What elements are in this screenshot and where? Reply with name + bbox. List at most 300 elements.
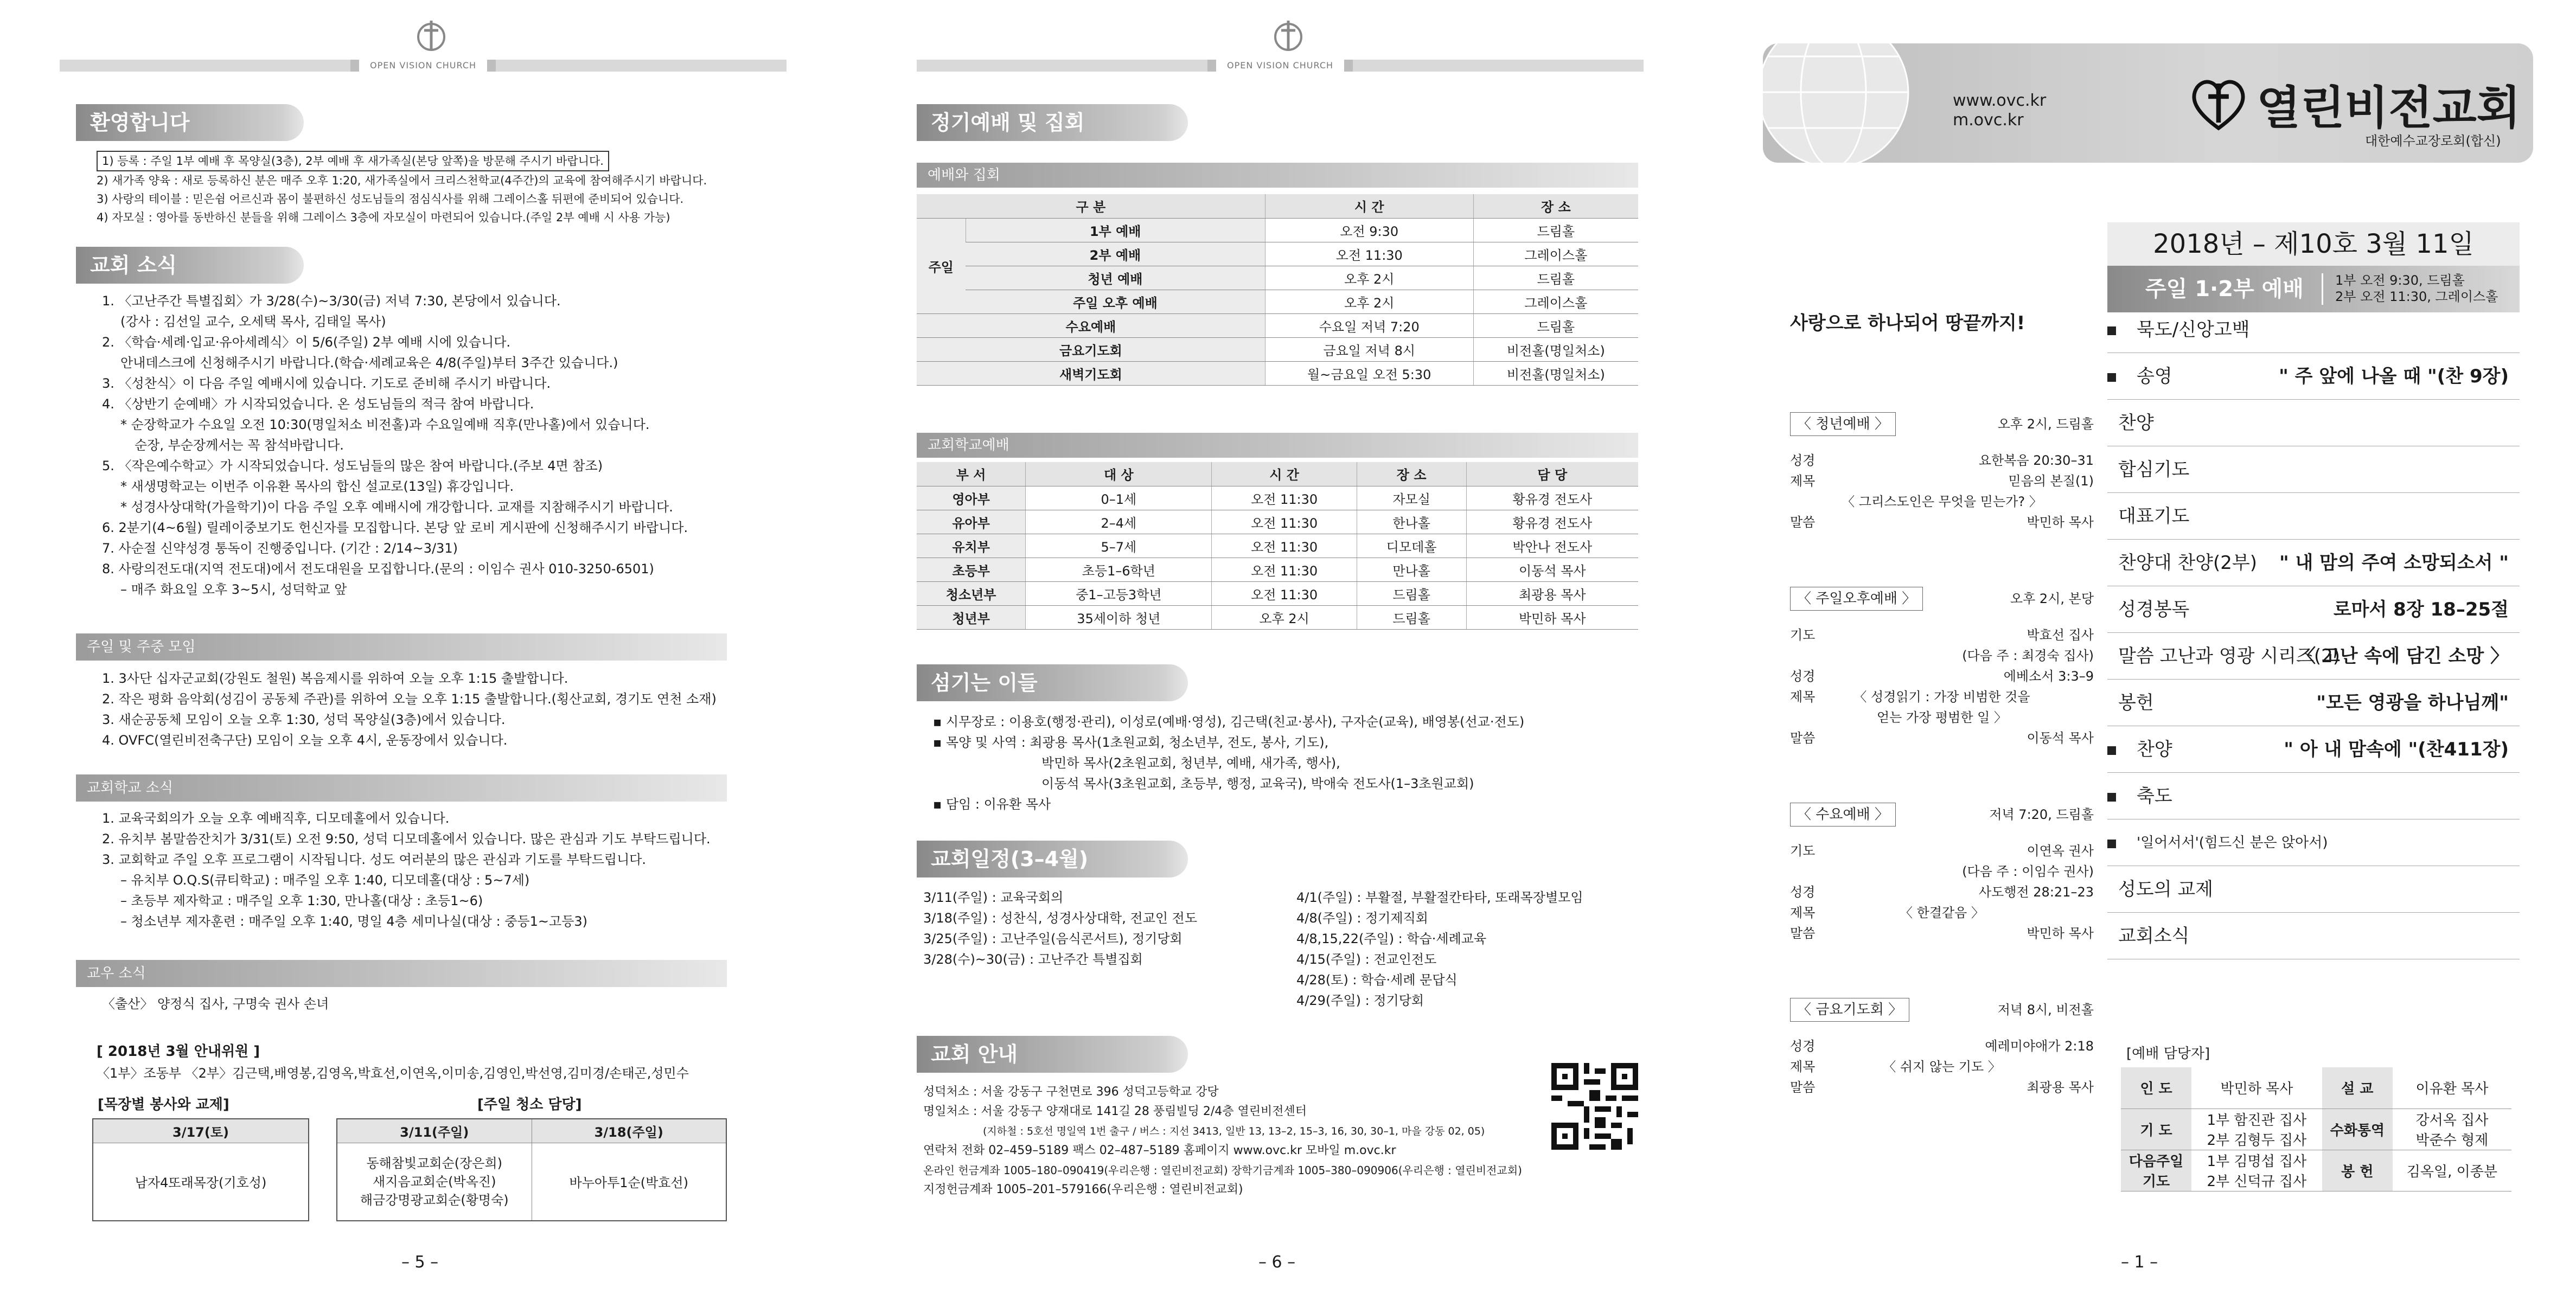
website-url[interactable]: www.ovc.kr	[1953, 91, 2047, 110]
worship-heading: 정기예배 및 집회	[917, 104, 1188, 141]
service-row	[1790, 491, 2094, 512]
members-heading: 교우 소식	[76, 960, 727, 987]
service-block	[1790, 998, 2094, 1098]
order-item	[2107, 493, 2520, 540]
cleaning-date-2: 3/18(주일)	[532, 1119, 726, 1143]
table-row	[917, 510, 1638, 534]
service-row-label: 제목	[1790, 689, 1816, 704]
cell: 오전 11:30	[1212, 534, 1357, 558]
cell: 청소년부	[917, 581, 1026, 605]
news-line: 4. 〈상반기 순예배〉가 시작되었습니다. 온 성도님들의 적극 참여 바랍니다.	[102, 396, 534, 412]
guides-title: [ 2018년 3월 안내위원 ]	[97, 1043, 260, 1060]
service-row	[1790, 625, 2094, 645]
order-item	[2107, 306, 2520, 353]
header-church-name: OPEN VISION CHURCH	[359, 60, 487, 72]
cell: 유아부	[917, 510, 1026, 534]
service-row-value: (다음 주 : 이임수 권사)	[1962, 864, 2094, 879]
cell: 중1–고등3학년	[1026, 581, 1212, 605]
page-number: – 1 –	[2121, 1253, 2158, 1272]
service-row	[1790, 861, 2094, 882]
service-row-label: 기도	[1790, 843, 1816, 859]
service-row-value: 사도행전 28:21–23	[1978, 885, 2094, 900]
cell: 수요예배	[917, 313, 1265, 337]
worship-table	[917, 194, 1638, 386]
church-logo-icon	[412, 16, 450, 54]
meetings-line: 2. 작은 평화 음악회(성김이 공동체 주관)를 위하여 오늘 오후 1:15 출발합니다.(횡산교회, 경기도 연천 소재)	[102, 691, 717, 707]
cell: 드림홀	[1473, 218, 1638, 242]
cell: 1부 김명섭 집사 2부 신덕규 집사	[2191, 1150, 2322, 1191]
service-row-value: 예레미야애가 2:18	[1985, 1039, 2094, 1054]
service-row-label: 성경	[1790, 1039, 1816, 1054]
order-item	[2107, 866, 2520, 913]
cell: 주일 오후 예배	[966, 290, 1265, 313]
info-line: 연락처 전화 02–459–5189 팩스 02–487–5189 홈페이지 www.ovc.kr 모바일 m.ovc.kr	[923, 1144, 1396, 1157]
news-line: – 매주 화요일 오후 3~5시, 성덕학교 앞	[120, 582, 347, 597]
news-line: 5. 〈작은예수학교〉가 시작되었습니다. 성도님들의 많은 참여 바랍니다.(주보 4면 참조)	[102, 458, 603, 473]
schedule-item: 4/15(주일) : 전교인전도	[1296, 952, 1437, 967]
service-row-label: 말씀	[1790, 731, 1816, 746]
school-news-line: 1. 교육국회의가 오늘 오후 예배직후, 디모데홀에서 있습니다.	[102, 811, 450, 826]
service-row	[1790, 728, 2094, 748]
order-item	[2107, 540, 2520, 586]
col-header: 장 소	[1473, 194, 1638, 218]
cell: 35세이하 청년	[1026, 605, 1212, 629]
order-item-label: 찬양	[2137, 739, 2172, 760]
service-row-label: 제목	[1790, 473, 1816, 489]
info-text	[923, 1082, 1522, 1200]
info-line: 성덕처소 : 서울 강동구 구천면로 396 성덕고등학교 강당	[923, 1085, 1219, 1099]
school-table	[917, 462, 1638, 630]
order-item-label: 대표기도	[2118, 505, 2190, 527]
cell: 0–1세	[1026, 486, 1212, 510]
table-row	[917, 486, 1638, 510]
service-name: 〈 주일오후예배 〉	[1790, 587, 1923, 611]
meetings-heading: 주일 및 주중 모임	[76, 633, 727, 661]
cell: 오전 11:30	[1212, 581, 1357, 605]
table-row	[917, 313, 1638, 337]
table-row	[917, 605, 1638, 629]
service-time-1: 1부 오전 9:30, 드림홀	[2335, 273, 2465, 288]
managers-table	[2121, 1067, 2511, 1191]
cleaning-value-1: 해금강명광교회순(황명숙)	[360, 1192, 509, 1208]
cell: 만나홀	[1357, 558, 1466, 581]
service-row-value: 최광용 목사	[2027, 1080, 2094, 1095]
cleaning-value-1: 새지음교회순(박옥진)	[373, 1174, 496, 1189]
col-header: 시 간	[1212, 462, 1357, 486]
welcome-heading: 환영합니다	[76, 104, 304, 141]
meetings-line: 4. OVFC(열린비전축구단) 모임이 오늘 오후 4시, 운동장에서 있습니다.	[102, 733, 508, 748]
service-row-label: 성경	[1790, 885, 1816, 900]
news-line: * 순장학교가 수요일 오전 10:30(명일처소 비전홀)과 수요일예배 직후(만나홀)에서 있습니다.	[120, 417, 650, 432]
members-line: 〈출산〉 양정식 집사, 구명숙 권사 손녀	[102, 996, 329, 1011]
table-row	[2121, 1150, 2511, 1191]
page-header	[60, 16, 787, 81]
cell: 금요기도회	[917, 337, 1265, 361]
order-item-label: 봉헌	[2118, 692, 2154, 714]
order-item	[2107, 586, 2520, 633]
table-row	[917, 218, 1638, 242]
table-row	[917, 337, 1638, 361]
servants-text	[933, 712, 1524, 815]
cell: 이동석 목사	[1466, 558, 1638, 581]
cell: 드림홀	[1357, 581, 1466, 605]
cell: 자모실	[1357, 486, 1466, 510]
cell: 기 도	[2121, 1109, 2191, 1150]
news-heading: 교회 소식	[76, 247, 304, 284]
cell: 비전홀(명일처소)	[1473, 337, 1638, 361]
mobile-url[interactable]: m.ovc.kr	[1953, 111, 2024, 130]
col-header: 시 간	[1265, 194, 1473, 218]
cell: 황유경 전도사	[1466, 510, 1638, 534]
order-item-label: 찬양대 찬양(2부)	[2118, 552, 2258, 574]
table-row	[917, 266, 1638, 290]
order-item	[2107, 400, 2520, 446]
service-row	[1790, 645, 2094, 666]
cell: 금요일 저녁 8시	[1265, 337, 1473, 361]
school-news-line: 2. 유치부 봄말씀잔치가 3/31(토) 오전 9:50, 성덕 디모데홀에서 있습니다. 많은 관심과 기도 부탁드립니다.	[102, 831, 711, 847]
order-item-detail: "모든 영광을 하나님께"	[2316, 692, 2509, 714]
page-6	[852, 0, 1709, 1294]
service-row-value: 〈 한결같음 〉	[1900, 905, 1984, 920]
servants-line: 박민하 목사(2초원교회, 청년부, 예배, 새가족, 행사),	[1041, 755, 1340, 771]
cell: 오전 9:30	[1265, 218, 1473, 242]
service-row-value: 박효선 집사	[2027, 627, 2094, 643]
order-item	[2107, 353, 2520, 400]
news-line: * 성경사상대학(가을학기)이 다음 주일 오후 예배시에 개강합니다. 교재를 지참해주시기 바랍니다.	[120, 499, 673, 515]
order-item-label: 성도의 교제	[2118, 879, 2214, 900]
order-item	[2107, 633, 2520, 680]
service-block	[1790, 587, 2094, 748]
welcome-line-1: 1) 등록 : 주일 1부 예배 후 목양실(3층), 2부 예배 후 새가족실(본당 앞쪽)을 방문해 주시기 바랍니다.	[97, 151, 609, 171]
cell: 월~금요일 오전 5:30	[1265, 361, 1473, 385]
order-item-label: 성경봉독	[2118, 599, 2190, 620]
church-logo-icon	[2186, 71, 2251, 136]
col-header: 구 분	[917, 194, 1265, 218]
schedule-item: 4/1(주일) : 부활절, 부활절칸타타, 또래목장별모임	[1296, 890, 1583, 905]
service-row-value: 박민하 목사	[2027, 515, 2094, 530]
issue-date: 2018년 – 제10호 3월 11일	[2107, 222, 2520, 266]
cell: 1부 함진관 집사 2부 김형두 집사	[2191, 1109, 2322, 1150]
cell: 새벽기도회	[917, 361, 1265, 385]
bullet-icon	[2107, 840, 2116, 848]
news-line: 8. 사랑의전도대(지역 전도대)에서 전도대원을 모집합니다.(문의 : 이임수 권사 010-3250-6501)	[102, 561, 654, 576]
schedule-item: 4/8(주일) : 정기제직회	[1296, 911, 1428, 926]
order-item-label: 송영	[2137, 366, 2172, 387]
service-row-value: 〈 그리스도인은 무엇을 믿는가? 〉	[1842, 494, 2042, 509]
church-name: 열린비전교회	[2257, 81, 2521, 134]
cell: 김옥일, 이종분	[2393, 1150, 2511, 1191]
cell: 드림홀	[1473, 266, 1638, 290]
news-text	[102, 291, 688, 600]
service-row-label: 말씀	[1790, 926, 1816, 941]
cell: 1부 예배	[966, 218, 1265, 242]
order-item-label: 묵도/신앙고백	[2137, 319, 2250, 341]
cell: 오전 11:30	[1265, 242, 1473, 266]
service-title: 주일 1·2부 예배	[2145, 277, 2304, 302]
cell: 설 교	[2322, 1067, 2393, 1109]
cleaning-date-1: 3/11(주일)	[337, 1119, 532, 1143]
cell: 청년 예배	[966, 266, 1265, 290]
cell: 유치부	[917, 534, 1026, 558]
cell: 오후 2시	[1265, 290, 1473, 313]
table-row	[917, 290, 1638, 313]
order-item-label: 축도	[2137, 785, 2172, 807]
cell: 드림홀	[1473, 313, 1638, 337]
cell: 비전홀(명일처소)	[1473, 361, 1638, 385]
info-line: 온라인 헌금계좌 1005–180–090419(우리은행 : 열린비전교회) 장학기금계좌 1005–380–090906(우리은행 : 열린비전교회)	[923, 1164, 1522, 1177]
cell: 디모데홀	[1357, 534, 1466, 558]
cell: 오후 2시	[1212, 605, 1357, 629]
slogan: 사랑으로 하나되어 땅끝까지!	[1790, 312, 2025, 334]
cell: 다음주일 기도	[2121, 1150, 2191, 1191]
table-row	[917, 534, 1638, 558]
col-header: 장 소	[1357, 462, 1466, 486]
schedule-heading: 교회일정(3–4월)	[917, 841, 1188, 877]
service-row-label: 말씀	[1790, 515, 1816, 530]
service-row	[1790, 512, 2094, 533]
col-header: 부 서	[917, 462, 1026, 486]
order-item	[2107, 773, 2520, 819]
cell: 황유경 전도사	[1466, 486, 1638, 510]
service-row-label: 제목	[1790, 1059, 1816, 1074]
order-item-detail: 〈 고난 속에 담긴 소망 〉	[2297, 645, 2509, 667]
service-row-value: 믿음의 본질(1)	[2008, 473, 2094, 489]
cell: 5–7세	[1026, 534, 1212, 558]
church-logo-icon	[1269, 16, 1307, 54]
service-name: 〈 수요예배 〉	[1790, 803, 1896, 827]
table-row	[2121, 1067, 2511, 1109]
info-line: (지하철 : 5호선 명일역 1번 출구 / 버스 : 지선 3413, 일반 13, 13–2, 15–3, 16, 30, 30–1, 마을 강동 02, 05)	[983, 1125, 1485, 1137]
service-row-label: 기도	[1790, 627, 1816, 643]
news-line: 3. 〈성찬식〉이 다음 주일 예배시에 있습니다. 기도로 준비해 주시기 바랍니다.	[102, 376, 551, 391]
service-name: 〈 금요기도회 〉	[1790, 998, 1909, 1022]
meetings-line: 3. 새순공동체 모임이 오늘 오후 1:30, 성덕 목양실(3층)에서 있습니다.	[102, 712, 506, 727]
cell: 박안나 전도사	[1466, 534, 1638, 558]
service-row-value: 〈 성경읽기 : 가장 비범한 것을	[1853, 689, 2030, 704]
service-time: 저녁 7:20, 드림홀	[1989, 807, 2094, 822]
service-row	[1790, 1036, 2094, 1056]
cell: 오전 11:30	[1212, 486, 1357, 510]
school-news-line: – 초등부 제자학교 : 매주일 오후 1:30, 만나홀(대상 : 초등1~6)	[120, 893, 483, 908]
news-line: 1. 〈고난주간 특별집회〉가 3/28(수)~3/30(금) 저녁 7:30, 본당에서 있습니다.	[102, 293, 561, 309]
school-news-line: – 유치부 O.Q.S(큐티학교) : 매주일 오후 1:40, 디모데홀(대상 : 5~7세)	[120, 873, 530, 888]
service-time: 오후 2시, 드림홀	[1997, 417, 2094, 432]
news-line: * 새생명학교는 이번주 이유환 목사의 합신 설교로(13일) 휴강입니다.	[120, 479, 514, 494]
service-block	[1790, 412, 2094, 533]
cleaning-value-1: 동해참빛교회순(장은희)	[366, 1155, 503, 1171]
guides-line: 〈1부〉조동부 〈2부〉김근택,배영봉,김영옥,박효선,이연옥,이미송,김영인,박선영,김미경/손태곤,성민수	[97, 1066, 689, 1081]
cell: 강서옥 집사 박준수 형제	[2393, 1109, 2511, 1150]
service-name: 〈 청년예배 〉	[1790, 412, 1896, 436]
order-item-label: 찬양	[2118, 412, 2154, 434]
cell: 오전 11:30	[1212, 510, 1357, 534]
cell: 최광용 목사	[1466, 581, 1638, 605]
cell: 박민하 목사	[2191, 1067, 2322, 1109]
schedule-item: 3/28(수)~30(금) : 고난주간 특별집회	[923, 952, 1143, 967]
service-row-value: 박민하 목사	[2027, 926, 2094, 941]
school-news-text	[102, 808, 711, 932]
bullet-icon	[2107, 373, 2116, 382]
meetings-line: 1. 3사단 십자군교회(강원도 철원) 복음제시를 위하여 오늘 오후 1:15 출발합니다.	[102, 671, 568, 686]
service-row-value: 얻는 가장 평범한 일 〉	[1877, 710, 2007, 725]
schedule-left	[923, 887, 1197, 970]
info-line: 지정헌금계좌 1005–201–579166(우리은행 : 열린비전교회)	[923, 1183, 1243, 1196]
service-row-value: 이연옥 권사	[2027, 843, 2094, 859]
info-heading: 교회 안내	[917, 1036, 1188, 1073]
cell: 초등부	[917, 558, 1026, 581]
cell: 초등1–6학년	[1026, 558, 1212, 581]
news-line: 7. 사순절 신약성경 통독이 진행중입니다. (기간 : 2/14~3/31)	[102, 541, 458, 556]
schedule-item: 3/25(주일) : 고난주일(음식콘서트), 정기당회	[923, 931, 1182, 946]
service-row	[1790, 1077, 2094, 1098]
col-header: 대 상	[1026, 462, 1212, 486]
info-line: 명일처소 : 서울 강동구 양재대로 141길 28 풍림빌딩 2/4층 열린비전센터	[923, 1105, 1307, 1118]
col-header: 담 당	[1466, 462, 1638, 486]
servants-line: 이동석 목사(3초원교회, 초등부, 행정, 교육국), 박애숙 전도사(1–3초원교회)	[1041, 776, 1474, 791]
order-item-label: '일어서서'(힘드신 분은 앉아서)	[2137, 835, 2328, 851]
cell: 이유환 목사	[2393, 1067, 2511, 1109]
schedule-item: 4/28(토) : 학습·세례 문답식	[1296, 972, 1458, 988]
table-row	[917, 558, 1638, 581]
order-item-detail: 로마서 8장 18–25절	[2333, 599, 2509, 620]
service-row	[1790, 841, 2094, 861]
volunteer-value: 남자4또래목장(기호성)	[93, 1143, 309, 1221]
service-row-label: 성경	[1790, 669, 1816, 684]
news-line: 순장, 부순장께서는 꼭 참석바랍니다.	[135, 438, 344, 453]
service-time: 오후 2시, 본당	[2010, 591, 2094, 606]
qr-code-icon	[1551, 1063, 1638, 1150]
globe-icon	[1763, 43, 1915, 163]
service-time: 저녁 8시, 비전홀	[1997, 1002, 2094, 1017]
welcome-line-4: 4) 자모실 : 영아를 동반하신 분들을 위해 그레이스 3층에 자모실이 마련되어 있습니다.(주일 2부 예배 시 사용 가능)	[97, 211, 670, 224]
service-block	[1790, 803, 2094, 944]
service-row-value: 이동석 목사	[2027, 731, 2094, 746]
cell: 수화통역	[2322, 1109, 2393, 1150]
cleaning-title: [주일 청소 담당]	[477, 1097, 582, 1113]
servants-line: ▪ 목양 및 사역 : 최광용 목사(1초원교회, 청소년부, 전도, 봉사, 기도),	[933, 735, 1329, 750]
service-row-value: 에베소서 3:3–9	[2003, 669, 2094, 684]
service-row	[1790, 687, 2094, 707]
service-row-label: 제목	[1790, 905, 1816, 920]
page-1	[1709, 0, 2576, 1294]
page-number: – 6 –	[1258, 1253, 1296, 1272]
service-row	[1790, 882, 2094, 902]
servants-line: ▪ 담임 : 이유환 목사	[933, 797, 1051, 812]
schedule-item: 3/11(주일) : 교육국회의	[923, 890, 1064, 905]
cell: 그레이스홀	[1473, 242, 1638, 266]
school-news-line: – 청소년부 제자훈련 : 매주일 오후 1:40, 명일 4층 세미나실(대상 : 중등1~고등3)	[120, 914, 588, 929]
news-line: (강사 : 김선일 교수, 오세택 목사, 김태일 목사)	[120, 314, 386, 329]
order-item	[2107, 819, 2520, 866]
school-news-line: 3. 교회학교 주일 오후 프로그램이 시작됩니다. 성도 여러분의 많은 관심과 기도를 부탁드립니다.	[102, 852, 647, 867]
service-row-value: (다음 주 : 최경숙 집사)	[1962, 648, 2094, 663]
servants-line: ▪ 시무장로 : 이용호(행정·관리), 이성로(예배·영성), 김근택(친교·봉사), 구자순(교육), 배영봉(선교·전도)	[933, 714, 1525, 729]
meetings-text	[102, 668, 717, 751]
order-item-detail: " 내 맘의 주여 소망되소서 "	[2279, 552, 2509, 574]
cell: 드림홀	[1357, 605, 1466, 629]
order-item-detail: " 아 내 맘속에 "(찬411장)	[2284, 739, 2509, 760]
page-header	[917, 16, 1644, 81]
table-row	[917, 581, 1638, 605]
cell: 한나홀	[1357, 510, 1466, 534]
cell: 그레이스홀	[1473, 290, 1638, 313]
page-5	[0, 0, 852, 1294]
service-row-value: 〈 쉬지 않는 기도 〉	[1883, 1059, 2001, 1074]
cell: 2부 예배	[966, 242, 1265, 266]
volunteer-date: 3/17(토)	[93, 1119, 309, 1143]
table-row	[2121, 1109, 2511, 1150]
volunteer-title: [목장별 봉사와 교제]	[98, 1097, 229, 1113]
news-line: 6. 2분기(4~6월) 릴레이중보기도 헌신자를 모집합니다. 본당 앞 로비 게시판에 신청해주시기 바랍니다.	[102, 520, 688, 535]
welcome-text	[97, 151, 707, 227]
service-row	[1790, 902, 2094, 923]
order-item-detail: " 주 앞에 나올 때 "(찬 9장)	[2279, 366, 2509, 387]
cleaning-value-2: 바누아투1순(박효선)	[532, 1143, 726, 1221]
service-row	[1790, 923, 2094, 944]
service-row-label: 말씀	[1790, 1080, 1816, 1095]
cover-banner	[1763, 43, 2533, 163]
cell: 영아부	[917, 486, 1026, 510]
managers-title: [예배 담당자]	[2126, 1046, 2210, 1062]
servants-heading: 섬기는 이들	[917, 664, 1188, 701]
school-sub-heading: 교회학교예배	[917, 433, 1638, 458]
cell: 청년부	[917, 605, 1026, 629]
table-row	[917, 242, 1638, 266]
service-row	[1790, 666, 2094, 687]
header-church-name: OPEN VISION CHURCH	[1216, 60, 1344, 72]
service-row-value: 요한복음 20:30–31	[1978, 453, 2094, 468]
denomination: 대한예수교장로회(합신)	[2365, 133, 2501, 149]
cell: 오후 2시	[1265, 266, 1473, 290]
order-item	[2107, 913, 2520, 959]
cell: 박민하 목사	[1466, 605, 1638, 629]
order-item-label: 합심기도	[2118, 459, 2190, 481]
schedule-item: 4/29(주일) : 정기당회	[1296, 993, 1424, 1008]
order-item	[2107, 680, 2520, 726]
volunteer-table	[92, 1118, 309, 1221]
welcome-line-2: 2) 새가족 양육 : 새로 등록하신 분은 매주 오후 1:20, 새가족실에서 크리스천학교(4주간)의 교육에 참여해주시기 바랍니다.	[97, 174, 707, 187]
page-number: – 5 –	[401, 1253, 439, 1272]
schedule-right	[1296, 887, 1583, 1011]
service-row-label: 성경	[1790, 453, 1816, 468]
schedule-item: 3/18(주일) : 성찬식, 성경사상대학, 전교인 전도	[923, 911, 1198, 926]
service-row	[1790, 1056, 2094, 1077]
order-item	[2107, 726, 2520, 773]
schedule-item: 4/8,15,22(주일) : 학습·세례교육	[1296, 931, 1487, 946]
service-row	[1790, 450, 2094, 471]
bullet-icon	[2107, 326, 2116, 335]
service-banner	[2107, 266, 2520, 312]
order-item-label: 말씀 고난과 영광 시리즈(2)	[2118, 645, 2341, 667]
welcome-line-3: 3) 사랑의 테이블 : 믿은쉼 어르신과 몸이 불편하신 성도님들의 점심식사를 위해 그레이스홀 뒤편에 준비되어 있습니다.	[97, 193, 684, 206]
news-line: 2. 〈학습·세례·입교·유아세례식〉이 5/6(주일) 2부 예배 시에 있습니다.	[102, 335, 511, 350]
table-row	[917, 361, 1638, 385]
service-time-2: 2부 오전 11:30, 그레이스홀	[2335, 289, 2498, 304]
order-item-label: 교회소식	[2118, 925, 2190, 947]
sunday-label: 주일	[917, 218, 966, 313]
cleaning-table	[336, 1118, 727, 1221]
order-item	[2107, 446, 2520, 493]
bullet-icon	[2107, 793, 2116, 802]
worship-sub-heading: 예배와 집회	[917, 163, 1638, 188]
cell: 봉 헌	[2322, 1150, 2393, 1191]
news-line: 안내데스크에 신청해주시기 바랍니다.(학습·세례교육은 4/8(주일)부터 3주간 있습니다.)	[120, 355, 618, 370]
service-row	[1790, 707, 2094, 728]
cell: 수요일 저녁 7:20	[1265, 313, 1473, 337]
cell: 인 도	[2121, 1067, 2191, 1109]
school-news-heading: 교회학교 소식	[76, 774, 727, 802]
cell: 오전 11:30	[1212, 558, 1357, 581]
